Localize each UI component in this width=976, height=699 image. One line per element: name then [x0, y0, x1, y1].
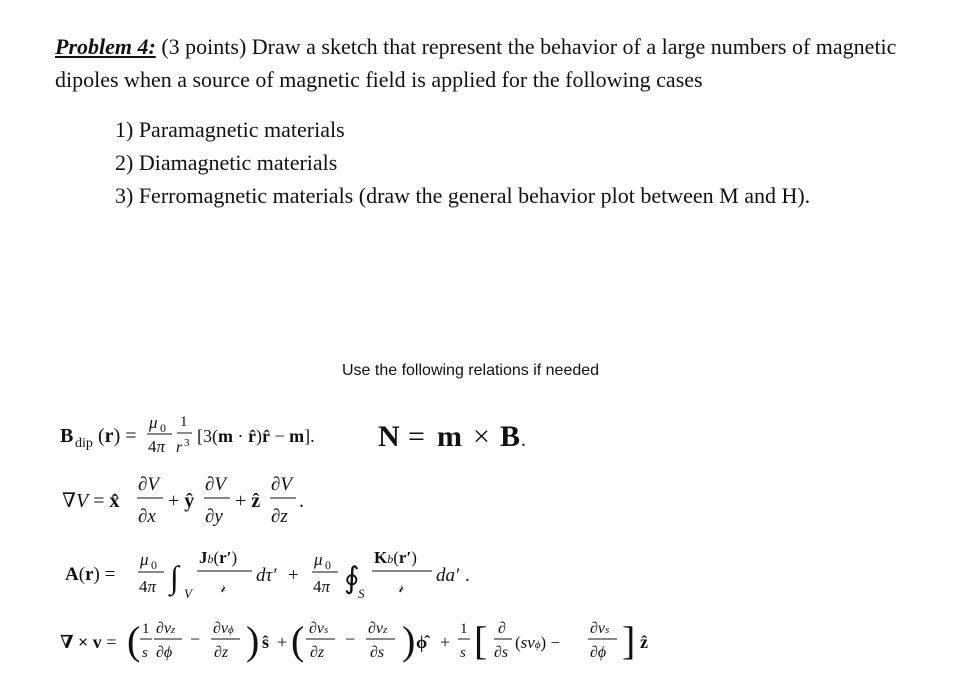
svg-text:r: r — [176, 439, 183, 456]
svg-text:(: ( — [291, 618, 305, 663]
svg-text:1: 1 — [460, 621, 468, 637]
svg-text:S: S — [358, 586, 365, 601]
svg-text:dip: dip — [75, 436, 93, 451]
svg-text:ẑ: ẑ — [640, 632, 648, 652]
svg-text:∇ × v =: ∇ × v = — [60, 632, 117, 652]
svg-text:V: V — [184, 586, 192, 601]
relations-caption: Use the following relations if needed — [342, 362, 600, 379]
svg-text:Jb(r′): Jb(r′) — [199, 548, 238, 567]
svg-text:+: + — [440, 632, 451, 652]
svg-text:∂vz: ∂vz — [368, 620, 388, 637]
svg-text:dτ′: dτ′ — [256, 565, 277, 586]
svg-text:∂vs: ∂vs — [309, 620, 329, 637]
svg-text:∂z: ∂z — [310, 644, 325, 661]
svg-text:ŝ: ŝ — [262, 632, 270, 652]
case-item-diamagnetic: 2) Diamagnetic materials — [115, 150, 338, 175]
svg-text:B: B — [60, 425, 74, 447]
svg-text:ϕ̂: ϕ̂ — [416, 632, 428, 652]
dipole-field-equation — [60, 413, 315, 456]
svg-text:∂V: ∂V — [138, 474, 159, 495]
svg-text:Kb(r′): Kb(r′) — [374, 548, 417, 567]
svg-text:s: s — [460, 645, 466, 661]
svg-text:∂y: ∂y — [205, 506, 223, 527]
svg-text:.: . — [299, 490, 304, 512]
problem-text: (3 points) Draw a sketch that represent the behavior of a large numbers of magnetic dipoles when a source of magnetic field is applied for the following cases — [55, 34, 897, 92]
svg-text:+: + — [288, 565, 299, 586]
case-item-ferromagnetic: 3) Ferromagnetic materials (draw the general behavior plot between M and H). — [115, 183, 811, 208]
svg-text:∂V: ∂V — [205, 474, 226, 495]
svg-text:1: 1 — [180, 414, 188, 430]
svg-text:4π: 4π — [148, 437, 166, 456]
case-item-paramagnetic: 1) Paramagnetic materials — [115, 117, 345, 142]
svg-text:s: s — [142, 645, 148, 661]
svg-text:×: × — [473, 420, 490, 453]
svg-text:+: + — [277, 632, 288, 652]
gradient-equation — [62, 474, 304, 527]
svg-text:∂x: ∂x — [138, 506, 156, 527]
svg-text:∂z: ∂z — [271, 506, 288, 527]
svg-text:∂s: ∂s — [370, 644, 385, 661]
svg-text:0: 0 — [160, 421, 166, 435]
svg-text:B: B — [500, 420, 521, 453]
svg-text:(r) =: (r) = — [98, 425, 137, 447]
svg-text:.: . — [465, 565, 470, 586]
svg-text:∂z: ∂z — [214, 644, 229, 661]
svg-text:−: − — [345, 629, 356, 649]
svg-text:.: . — [521, 429, 526, 451]
svg-text:∇V = x̂: ∇V = x̂ — [62, 490, 120, 512]
svg-text:𝓇: 𝓇 — [397, 579, 404, 596]
svg-text:N: N — [378, 420, 400, 453]
svg-text:∮: ∮ — [344, 562, 360, 595]
svg-text:−: − — [190, 629, 201, 649]
svg-text:∂vs: ∂vs — [590, 620, 610, 637]
svg-text:=: = — [408, 420, 425, 453]
svg-text:μ: μ — [140, 550, 149, 569]
svg-text:(: ( — [127, 618, 141, 663]
torque-equation — [378, 420, 526, 453]
svg-text:0: 0 — [151, 558, 157, 572]
svg-text:∂ϕ: ∂ϕ — [590, 644, 607, 661]
svg-text:3: 3 — [184, 437, 190, 449]
svg-text:∂vϕ: ∂vϕ — [213, 620, 234, 637]
svg-text:𝓇: 𝓇 — [219, 579, 226, 596]
svg-text:4π: 4π — [139, 577, 157, 596]
svg-text:[: [ — [474, 618, 488, 663]
curl-equation — [60, 618, 648, 663]
svg-text:m: m — [437, 420, 462, 453]
svg-text:∫: ∫ — [170, 559, 179, 595]
svg-text:]: ] — [622, 618, 636, 663]
svg-text:∂ϕ: ∂ϕ — [156, 644, 173, 661]
svg-text:+ ŷ: + ŷ — [168, 490, 195, 512]
svg-text:μ: μ — [149, 413, 158, 432]
svg-text:∂: ∂ — [498, 620, 506, 637]
svg-text:da′: da′ — [436, 565, 460, 586]
svg-text:μ: μ — [314, 550, 323, 569]
problem-label: Problem 4: — [55, 34, 156, 59]
svg-text:(svϕ) −: (svϕ) − — [515, 633, 561, 652]
svg-text:∂s: ∂s — [494, 644, 509, 661]
svg-text:+ ẑ: + ẑ — [235, 490, 261, 512]
svg-text:∂vz: ∂vz — [156, 620, 176, 637]
svg-text:4π: 4π — [313, 577, 331, 596]
svg-text:0: 0 — [325, 558, 331, 572]
svg-text:): ) — [246, 618, 260, 663]
svg-text:): ) — [402, 618, 416, 663]
svg-text:A(r) =: A(r) = — [65, 564, 116, 585]
svg-text:1: 1 — [142, 621, 150, 637]
svg-text:∂V: ∂V — [271, 474, 292, 495]
vector-potential-equation — [65, 548, 470, 601]
svg-text:[3(m · r̂)r̂ − m].: [3(m · r̂)r̂ − m]. — [197, 426, 315, 446]
